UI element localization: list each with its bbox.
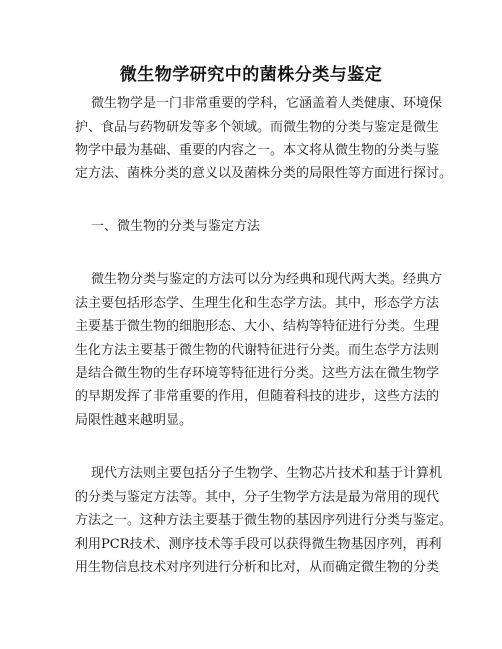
paragraph-line: 主要基于微生物的细胞形态、大小、结构等特征进行分类。生理 — [75, 319, 440, 334]
intro-line: 护、食品与药物研发等多个领域。而微生物的分类与鉴定是微生 — [75, 120, 440, 135]
paragraph-line: 用生物信息技术对序列进行分析和比对，从而确定微生物的分类 — [75, 560, 440, 575]
paragraph-line: 的分类与鉴定方法等。其中，分子生物学方法是最为常用的现代 — [75, 490, 440, 505]
intro-line: 物学中最为基础、重要的内容之一。本文将从微生物的分类与鉴 — [75, 143, 440, 158]
paragraph-line: 局限性越来越明显。 — [75, 413, 193, 428]
paragraph-line: 的早期发挥了非常重要的作用，但随着科技的进步，这些方法的 — [75, 389, 440, 404]
section-heading: 一、微生物的分类与鉴定方法 — [91, 219, 261, 234]
paragraph-line: 利用PCR技术、测序技术等手段可以获得微生物基因序列，再利 — [75, 537, 442, 552]
document-title: 微生物学研究中的菌株分类与鉴定 — [119, 65, 383, 85]
paragraph-line: 现代方法则主要包括分子生物学、生物芯片技术和基于计算机 — [91, 466, 443, 481]
paragraph-line: 生化方法主要基于微生物的代谢特征进行分类。而生态学方法则 — [75, 343, 440, 358]
paragraph-line: 微生物分类与鉴定的方法可以分为经典和现代两大类。经典方 — [91, 272, 443, 287]
paragraph-line: 是结合微生物的生存环境等特征进行分类。这些方法在微生物学 — [75, 366, 440, 381]
intro-line: 定方法、菌株分类的意义以及菌株分类的局限性等方面进行探讨。 — [75, 166, 453, 181]
intro-line: 微生物学是一门非常重要的学科，它涵盖着人类健康、环境保 — [91, 96, 443, 111]
paragraph-line: 法主要包括形态学、生理生化和生态学方法。其中，形态学方法 — [75, 296, 440, 311]
paragraph-line: 方法之一。这种方法主要基于微生物的基因序列进行分类与鉴定。 — [75, 513, 453, 528]
